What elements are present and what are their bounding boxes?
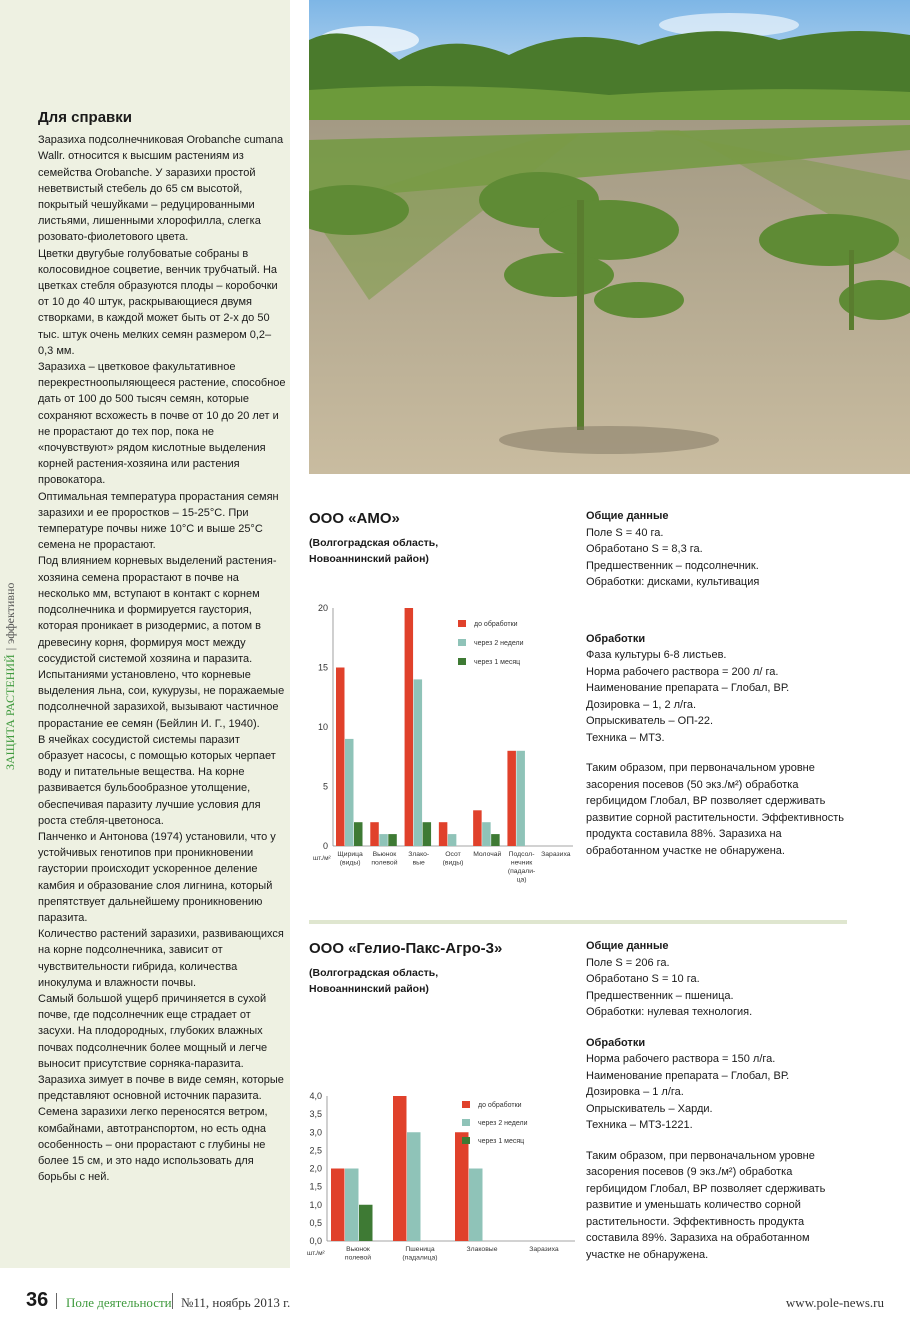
x-tick-label: (падали- bbox=[507, 868, 536, 875]
legend-swatch-0 bbox=[458, 620, 466, 627]
y-tick-label: 0,0 bbox=[309, 1236, 322, 1246]
legend-swatch-0 bbox=[462, 1101, 470, 1108]
x-tick-label: Злако- bbox=[408, 851, 430, 858]
bar-1-5 bbox=[516, 751, 525, 846]
amo-treat-title: Обработки bbox=[586, 632, 646, 645]
amo-region bbox=[309, 535, 438, 567]
bar-0-1 bbox=[370, 822, 379, 846]
y-tick-label: 5 bbox=[322, 781, 328, 792]
x-tick-label: (падалица) bbox=[402, 1254, 438, 1262]
legend-label-0: до обработки bbox=[474, 621, 518, 628]
bar-1-2 bbox=[414, 679, 423, 846]
legend-label-1: через 2 недели bbox=[478, 1120, 528, 1127]
y-axis-unit-label: шт./м² bbox=[313, 855, 331, 862]
bar-1-1 bbox=[407, 1132, 421, 1241]
x-tick-label: Вьюнок bbox=[346, 1246, 370, 1253]
gelio-region bbox=[309, 965, 438, 997]
y-tick-label: 4,0 bbox=[309, 1091, 322, 1101]
amo-info bbox=[586, 508, 886, 859]
amo-treat-3: Наименование препарата – Глобал, ВР. bbox=[586, 682, 790, 694]
amo-general-title: Общие данные bbox=[586, 510, 669, 522]
amo-chart bbox=[300, 590, 580, 905]
amo-treat-6: Техника – МТЗ. bbox=[586, 731, 665, 744]
legend-label-2: через 1 месяц bbox=[474, 659, 521, 666]
x-tick-label: Злаковые bbox=[466, 1246, 498, 1253]
reference-paragraph-3: Заразиха – цветковое факультативное перекрестноопыляющееся растение, способное дать от 100 до 500 тысяч семян, которые сохраняют всхожесть в почве от 10 до 20 лет и не прорастают до тех пор, пока не «почувствуют» рядом кислотные выделения корней растения-хозяина или растения провокатора. bbox=[38, 361, 286, 487]
gelio-chart bbox=[300, 1085, 580, 1275]
legend-swatch-1 bbox=[458, 639, 466, 646]
amo-treat-1: Фаза культуры 6-8 листьев. bbox=[586, 649, 727, 661]
reference-paragraph-9: Самый большой ущерб причиняется в сухой почве, где подсолнечник еще страдает от засухи. На плодородных, глубоких влажных почвах подсолнечник более мощный и легче выносит присутствие сорняка-паразита. bbox=[38, 992, 268, 1070]
bar-0-2 bbox=[405, 608, 414, 846]
bar-1-0 bbox=[345, 739, 354, 846]
legend-label-0: до обработки bbox=[478, 1102, 522, 1109]
x-tick-label: полевой bbox=[371, 859, 398, 867]
sunflower-field-photo bbox=[309, 0, 910, 474]
legend-swatch-2 bbox=[458, 658, 466, 665]
bar-1-3 bbox=[448, 834, 457, 846]
y-tick-label: 2,0 bbox=[309, 1163, 322, 1174]
footer-divider-1 bbox=[56, 1293, 57, 1309]
y-tick-label: 1,0 bbox=[309, 1199, 322, 1210]
bar-1-0 bbox=[345, 1169, 359, 1242]
gelio-general-2: Обработано S = 10 га. bbox=[586, 973, 700, 985]
amo-region-line-1: (Волгоградская область, bbox=[309, 537, 439, 549]
amo-treat-4: Дозировка – 1, 2 л/га. bbox=[586, 698, 697, 711]
magazine-name: Поле деятельности bbox=[66, 1295, 172, 1310]
x-tick-label: Щирица bbox=[337, 851, 363, 858]
x-tick-label: Подсол- bbox=[508, 851, 535, 858]
amo-treat-5: Опрыскиватель – ОП-22. bbox=[586, 715, 714, 727]
legend-swatch-1 bbox=[462, 1119, 470, 1126]
y-axis-unit-label: шт./м² bbox=[307, 1250, 325, 1257]
amo-title: ООО «АМО» bbox=[309, 510, 400, 527]
amo-general-3: Предшественник – подсолнечник. bbox=[586, 559, 759, 572]
gelio-general-1: Поле S = 206 га. bbox=[586, 956, 670, 969]
reference-paragraph-8: Количество растений заразихи, развивающихся на корне подсолнечника, зависит от чувствительности гибрида, количества инокулума и влажности почвы. bbox=[38, 928, 284, 989]
x-tick-label: (виды) bbox=[442, 859, 464, 867]
legend-label-2: через 1 месяц bbox=[478, 1138, 525, 1145]
gelio-treat-1: Норма рабочего раствора = 150 л/га. bbox=[586, 1053, 776, 1065]
reference-text bbox=[38, 110, 286, 1185]
reference-paragraph-7: Панченко и Антонова (1974) установили, что у устойчивых генотипов при проникновении гаустории происходит ускоренное деление камбия и образование слоя лигнина, который препятствует дальнейшему проникновению паразита. bbox=[38, 830, 276, 924]
y-tick-label: 2,5 bbox=[309, 1145, 322, 1156]
reference-paragraph-5: Под влиянием корневых выделений растения-хозяина семена прорастают в почве на несколько мм, вступают в контакт с корнем подсолнечника и формируется гаустория, которая проникает в ризодермис, а потом в древесину корня, формируя мост между сосудистой системой хозяина и паразита. Испытаниями установлено, что корневые выделения льна, сои, кукурузы, не поражаемые подсолнечной заразихой, вызывают частичное прорастание ее семян (Бейлин И. Г., 1940). bbox=[38, 555, 285, 730]
amo-general-2: Обработано S = 8,3 га. bbox=[586, 543, 703, 555]
gelio-conclusion: Таким образом, при первоначальном уровне засорения посевов (9 экз./м²) обработка гербицидом Глобал, ВР позволяет сдерживать развитие и уменьшать количество сорной растительности. Эффективность продукта составила 89%. Заразиха на обработанном участке не обнаружена. bbox=[586, 1149, 826, 1261]
section-sublabel: эффективно bbox=[3, 582, 17, 644]
gelio-general-3: Предшественник – пшеница. bbox=[586, 989, 734, 1002]
x-tick-label: Вьюнок bbox=[372, 851, 397, 858]
x-tick-label: нечник bbox=[510, 859, 533, 867]
bar-2-1 bbox=[388, 834, 397, 846]
y-tick-label: 10 bbox=[317, 722, 328, 732]
reference-paragraph-2: Цветки двугубые голубоватые собраны в колосовидное соцветие, венчик трубчатый. На цветках стебля образуются плоды – коробочки от 10 до 40 штук, раскрывающиеся двумя створками, в каждой может быть от 2-х до 50 тыс. штук очень мелких семян размером 0,2– 0,3 мм. bbox=[38, 247, 278, 357]
x-tick-label: Молочай bbox=[473, 851, 502, 858]
reference-title: Для справки bbox=[38, 109, 132, 126]
bar-2-0 bbox=[359, 1205, 373, 1241]
gelio-treat-2: Наименование препарата – Глобал, ВР. bbox=[586, 1069, 790, 1082]
legend-label-1: через 2 недели bbox=[474, 640, 524, 647]
gelio-treat-4: Опрыскиватель – Харди. bbox=[586, 1102, 713, 1115]
x-tick-label: Осот bbox=[445, 851, 461, 858]
gelio-title: ООО «Гелио-Пакс-Агро-3» bbox=[309, 940, 503, 957]
x-tick-label: (виды) bbox=[339, 859, 361, 867]
gelio-region-line-2: Новоаннинский район) bbox=[309, 983, 429, 995]
reference-paragraph-11: Семена заразихи легко переносятся ветром, комбайнами, автотранспортом, но есть одна особенность – они прорастают с глубины не более 15 см, и это надо использовать для борьбы с ней. bbox=[38, 1106, 268, 1184]
bar-0-3 bbox=[439, 822, 448, 846]
y-tick-label: 3,0 bbox=[309, 1127, 322, 1138]
bar-2-2 bbox=[423, 822, 432, 846]
gelio-general-title: Общие данные bbox=[586, 940, 669, 952]
gelio-treat-5: Техника – МТЗ-1221. bbox=[586, 1119, 693, 1131]
bar-0-1 bbox=[393, 1096, 407, 1241]
reference-paragraph-4: Оптимальная температура прорастания семян заразихи и ее проростков – 15-25°С. При температуре почвы ниже 10°С и выше 25°С семена не прорастают. bbox=[38, 490, 279, 552]
website-link[interactable]: www.pole-news.ru bbox=[785, 1295, 884, 1310]
amo-conclusion: Таким образом, при первоначальном уровне засорения посевов (50 экз./м²) обработка гербицидом Глобал, ВР позволяет сдерживать развитие сорной растительности. Эффективность продукта составила 88%. Заразиха на обработанном участке не обнаружена. bbox=[586, 762, 845, 857]
gelio-treat-title: Обработки bbox=[586, 1036, 646, 1049]
gelio-info bbox=[586, 938, 886, 1263]
y-tick-label: 1,5 bbox=[309, 1181, 322, 1192]
gelio-region-line-1: (Волгоградская область, bbox=[309, 967, 439, 979]
gelio-treat-3: Дозировка – 1 л/га. bbox=[586, 1086, 684, 1098]
bar-0-2 bbox=[455, 1132, 469, 1241]
reference-paragraph-6: В ячейках сосудистой системы паразит образует насосы, с помощью которых черпает воду и питательные вещества. На корне развивается бульбообразное утолщение, обеспечивая паразиту лучшие условия для роста стебля-цветоноса. bbox=[38, 733, 276, 827]
y-tick-label: 0 bbox=[322, 841, 328, 851]
section-tag bbox=[3, 583, 18, 770]
amo-general-1: Поле S = 40 га. bbox=[586, 526, 664, 539]
y-tick-label: 0,5 bbox=[309, 1217, 322, 1228]
page-number: 36 bbox=[26, 1289, 49, 1311]
bar-1-2 bbox=[469, 1169, 483, 1242]
x-tick-label: вые bbox=[412, 859, 425, 867]
y-tick-label: 3,5 bbox=[309, 1109, 322, 1120]
x-tick-label: ца) bbox=[516, 876, 527, 884]
bar-0-4 bbox=[473, 810, 482, 846]
bar-1-1 bbox=[379, 834, 388, 846]
amo-region-line-2: Новоаннинский район) bbox=[309, 553, 429, 565]
reference-paragraph-10: Заразиха зимует в почве в виде семян, которые представляют основной источник паразита. bbox=[38, 1073, 284, 1103]
amo-chart-svg bbox=[300, 590, 580, 900]
bar-0-0 bbox=[336, 668, 345, 847]
bar-1-4 bbox=[482, 822, 491, 846]
footer-divider-2 bbox=[172, 1293, 173, 1309]
bar-0-0 bbox=[331, 1169, 345, 1242]
section-divider bbox=[309, 920, 847, 924]
amo-treat-2: Норма рабочего раствора = 200 л/ га. bbox=[586, 665, 779, 678]
x-tick-label: Пшеница bbox=[405, 1246, 435, 1253]
x-tick-label: Заразиха bbox=[529, 1246, 559, 1253]
page-footer bbox=[26, 1291, 884, 1315]
reference-paragraph-1: Заразиха подсолнечниковая Orobanche cumana Wallr. относится к высшим растениям из семейства Orobanche. У заразихи простой неветвистый стебель до 65 см высотой, покрытый чешуйками – редуцированными листьями, лишенными хлорофилла, слегка розовато-фиолетового цвета. bbox=[38, 134, 284, 244]
legend-swatch-2 bbox=[462, 1137, 470, 1144]
y-tick-label: 20 bbox=[317, 603, 328, 613]
bar-2-0 bbox=[354, 822, 363, 846]
issue-info: №11, ноябрь 2013 г. bbox=[181, 1295, 291, 1310]
bar-2-4 bbox=[491, 834, 500, 846]
section-label: ЗАЩИТА РАСТЕНИЙ bbox=[3, 654, 17, 770]
amo-general-4: Обработки: дисками, культивация bbox=[586, 576, 760, 588]
section-separator: | bbox=[3, 647, 17, 651]
gelio-chart-svg bbox=[300, 1085, 580, 1270]
x-tick-label: полевой bbox=[344, 1254, 372, 1262]
bar-0-5 bbox=[507, 751, 516, 846]
gelio-general-4: Обработки: нулевая технология. bbox=[586, 1006, 753, 1018]
y-tick-label: 15 bbox=[317, 662, 328, 673]
x-tick-label: Заразиха bbox=[541, 851, 571, 858]
